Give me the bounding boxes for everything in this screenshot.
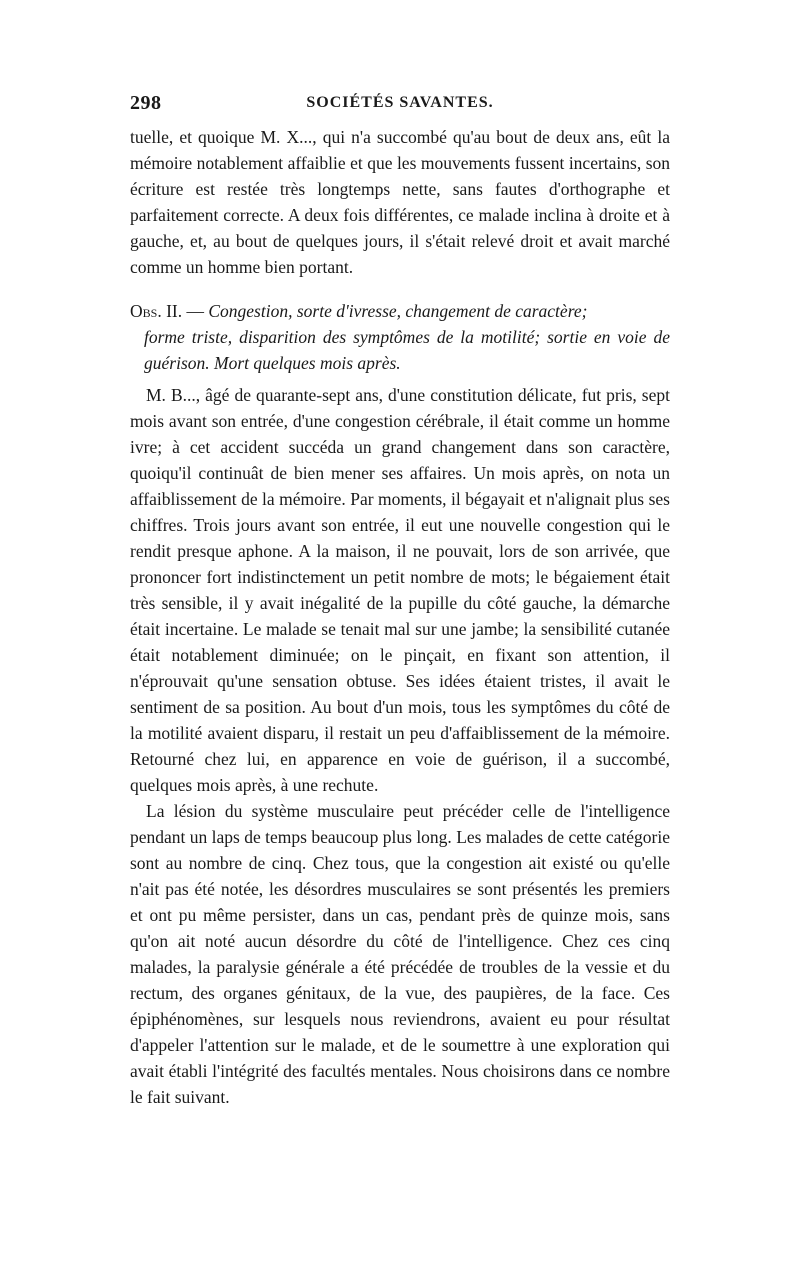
running-title: SOCIÉTÉS SAVANTES.	[306, 94, 494, 111]
running-header	[130, 92, 670, 118]
discussion-paragraph: La lésion du système musculaire peut précéder celle de l'intelligence pendant un laps de temps beaucoup plus long. Les malades de cette catégorie sont au nombre de cinq. Chez tous, que la congestion ait existé ou qu'elle n'ait pas été notée, les désordres musculaires se sont présentés les premiers et ont pu même persister, dans un cas, pendant près de quinze mois, sans qu'on ait noté aucun désordre du côté de l'intelligence. Chez ces cinq malades, la paralysie générale a été précédée de troubles de la vessie et du rectum, des organes génitaux, de la vue, des paupières, de la face. Ces épiphénomènes, sur lesquels nous reviendrons, avaient eu pour résultat d'appeler l'attention sur le malade, et de le soumettre à une exploration qui avait établi l'intégrité des facultés mentales. Nous choisirons dans ce nombre le fait suivant.	[130, 801, 670, 1107]
book-page	[130, 92, 670, 1110]
paragraph-continuation: tuelle, et quoique M. X..., qui n'a succombé qu'au bout de deux ans, eût la mémoire notablement affaiblie et que les mouvements fussent incertains, son écriture est restée très longtemps nette, sans fautes d'orthographe et parfaitement correcte. A deux fois différentes, ce malade inclina à droite et à gauche, et, au bout de quelques jours, il s'était relevé droit et avait marché comme un homme bien portant.	[130, 127, 670, 277]
observation-title-line-1: Congestion, sorte d'ivresse, changement de caractère;	[208, 301, 588, 321]
body-text	[130, 124, 670, 1110]
observation-heading	[130, 298, 670, 376]
page-number: 298	[130, 92, 162, 114]
observation-label: Obs. II.	[130, 301, 183, 321]
observation-body: M. B..., âgé de quarante-sept ans, d'une constitution délicate, fut pris, sept mois avant son entrée, d'une congestion cérébrale, il était comme un homme ivre; à cet accident succéda un grand changement dans son caractère, quoiqu'il continuât de bien mener ses affaires. Un mois après, on nota un affaiblissement de la mémoire. Par moments, il bégayait et n'alignait plus ses chiffres. Trois jours avant son entrée, il eut une nouvelle congestion qui le rendit presque aphone. A la maison, il ne pouvait, lors de son arrivée, que prononcer fort indistinctement un petit nombre de mots; le bégaiement était très sensible, il y avait inégalité de la pupille du côté gauche, la démarche était incertaine. Le malade se tenait mal sur une jambe; la sensibilité cutanée était notablement diminuée; on le pinçait, en fixant son attention, il n'éprouvait qu'une sensation obtuse. Ses idées étaient tristes, il avait le sentiment de sa position. Au bout d'un mois, tous les symptômes du côté de la motilité avaient disparu, il restait un peu d'affaiblissement de la mémoire. Retourné chez lui, en apparence en voie de guérison, il a succombé, quelques mois après, à une rechute.	[130, 385, 670, 795]
observation-dash: —	[186, 301, 209, 321]
observation-title-rest: forme triste, disparition des symptômes de la motilité; sortie en voie de guérison. Mort quelques mois après.	[144, 327, 670, 373]
